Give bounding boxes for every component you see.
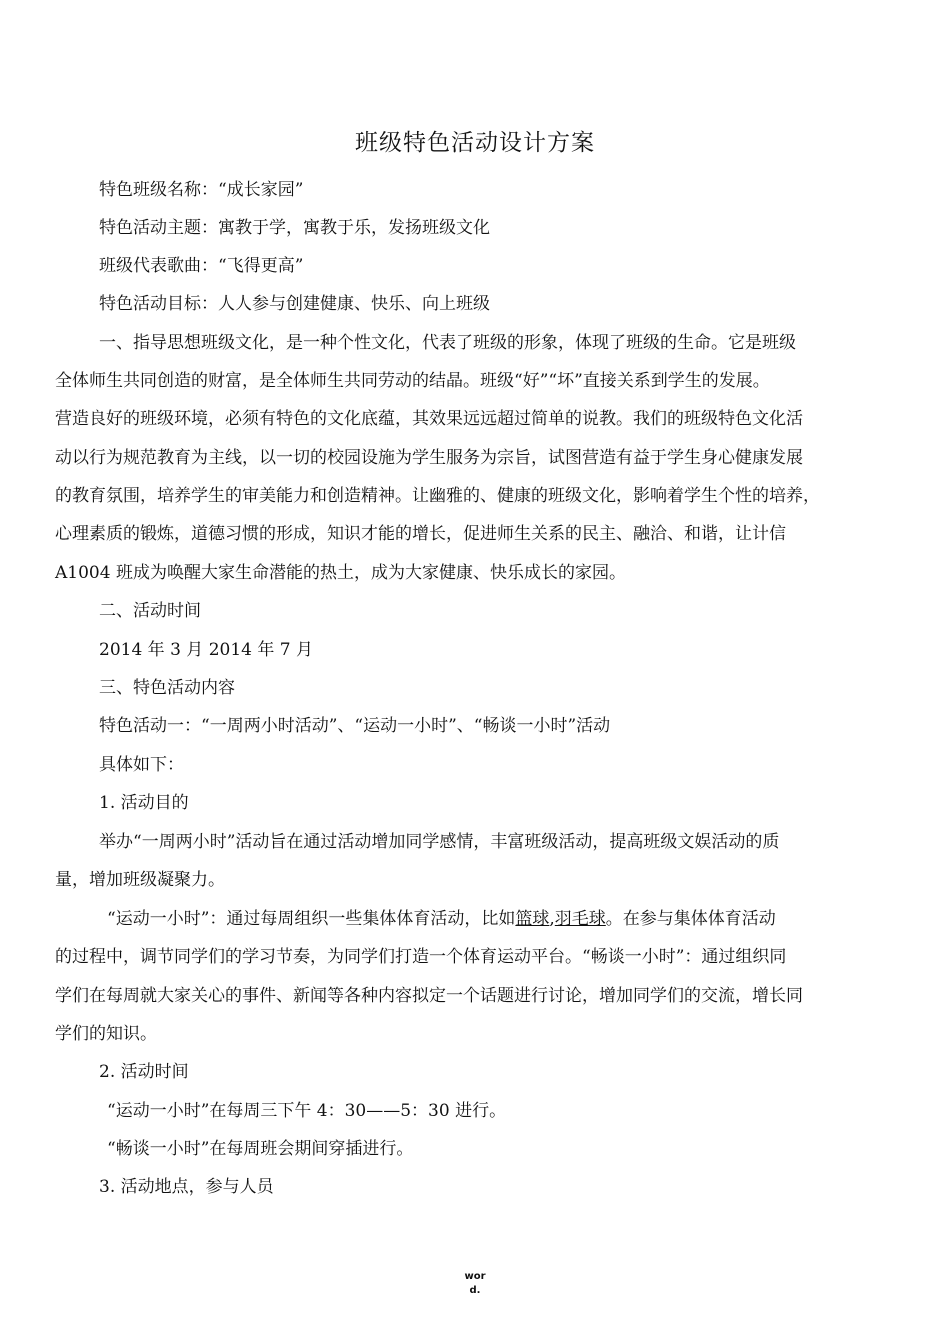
page-footer — [0, 1270, 950, 1298]
text-line: 全体师生共同创造的财富，是全体师生共同劳动的结晶。班级“好”“坏”直接关系到学生的发展。 — [55, 371, 770, 391]
text-line: 学们的知识。 — [55, 1024, 157, 1044]
text-line: 一、指导思想班级文化，是一种个性文化，代表了班级的形象，体现了班级的生命。它是班级 — [99, 333, 796, 353]
text-line — [107, 907, 776, 931]
subsection-heading: 3. 活动地点，参与人员 — [99, 1177, 274, 1197]
text-line: “运动一小时”在每周三下午 4：30——5：30 进行。 — [107, 1101, 507, 1121]
subsection-heading: 1. 活动目的 — [99, 793, 189, 813]
text-segment: 。在参与集体体育活动 — [605, 909, 776, 929]
text-line: 班级代表歌曲：“飞得更高” — [99, 256, 304, 276]
subsection-heading: 2. 活动时间 — [99, 1062, 189, 1082]
text-line: 的教育氛围，培养学生的审美能力和创造精神。让幽雅的、健康的班级文化，影响着学生个性的培养， — [55, 486, 820, 506]
text-line: 2014 年 3 月 2014 年 7 月 — [99, 640, 313, 660]
page-title: 班级特色活动设计方案 — [355, 130, 595, 156]
text-line: 动以行为规范教育为主线，以一切的校园设施为学生服务为宗旨，试图营造有益于学生身心健康发展 — [55, 448, 803, 468]
text-line: 学们在每周就大家关心的事件、新闻等各种内容拟定一个话题进行讨论，增加同学们的交流，增长同 — [55, 986, 803, 1006]
text-line: 特色活动目标：人人参与创建健康、快乐、向上班级 — [99, 294, 490, 314]
text-line: 营造良好的班级环境，必须有特色的文化底蕴，其效果远远超过简单的说教。我们的班级特色文化活 — [55, 409, 803, 429]
section-heading: 二、活动时间 — [99, 601, 201, 621]
link-basketball[interactable]: 篮球 — [515, 909, 550, 929]
text-line: 举办“一周两小时”活动旨在通过活动增加同学感情，丰富班级活动，提高班级文娱活动的质 — [99, 832, 780, 852]
section-heading: 三、特色活动内容 — [99, 678, 235, 698]
text-line: 特色活动一：“一周两小时活动”、“运动一小时”、“畅谈一小时”活动 — [99, 716, 611, 736]
text-line: 量，增加班级凝聚力。 — [55, 870, 225, 890]
footer-line: d. — [469, 1285, 481, 1296]
footer-line: wor — [464, 1271, 486, 1282]
text-line: 的过程中，调节同学们的学习节奏，为同学们打造一个体育运动平台。“畅谈一小时”：通过组织同 — [55, 947, 787, 967]
text-line: “畅谈一小时”在每周班会期间穿插进行。 — [107, 1139, 414, 1159]
link-badminton[interactable]: 羽毛球 — [554, 909, 606, 929]
text-line: A1004 班成为唤醒大家生命潜能的热土，成为大家健康、快乐成长的家园。 — [55, 563, 626, 583]
text-line: 特色活动主题：寓教于学，寓教于乐，发扬班级文化 — [99, 218, 490, 238]
text-segment: “运动一小时”：通过每周组织一些集体体育活动，比如 — [107, 909, 516, 929]
text-segment: , — [549, 909, 555, 929]
text-line: 具体如下： — [99, 755, 184, 775]
text-line: 心理素质的锻炼，道德习惯的形成，知识才能的增长，促进师生关系的民主、融洽、和谐，让计信 — [55, 524, 786, 544]
text-line: 特色班级名称：“成长家园” — [99, 180, 304, 200]
